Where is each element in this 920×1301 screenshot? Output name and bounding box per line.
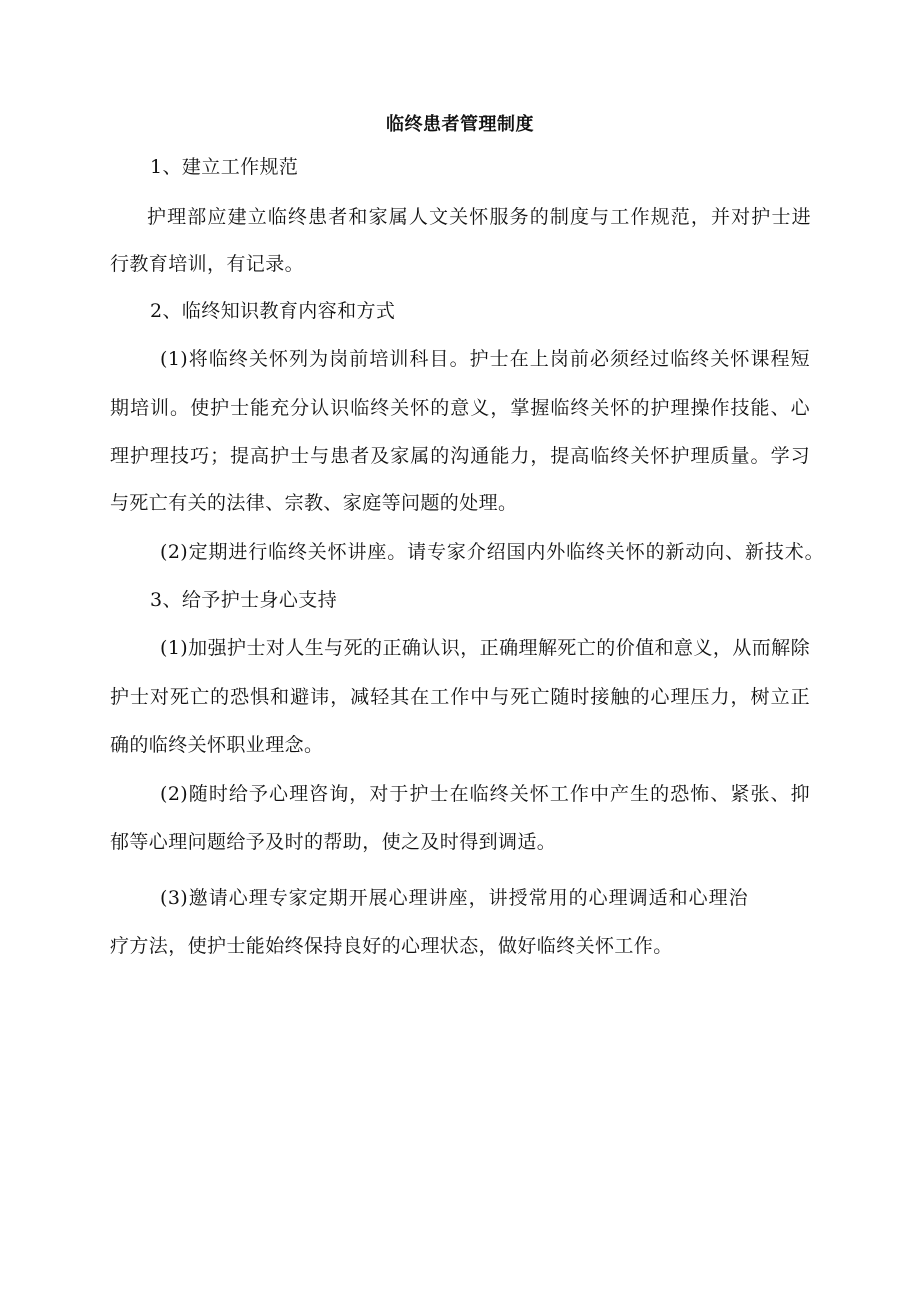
section-3-paragraph-2-line-2: 郁等心理问题给予及时的帮助，使之及时得到调适。 xyxy=(110,831,557,853)
section-2-paragraph-2-line-1: (2)定期进行临终关怀讲座。请专家介绍国内外临终关怀的新动向、新技术。 xyxy=(160,541,824,563)
section-heading-2: 2、临终知识教育内容和方式 xyxy=(150,300,396,322)
section-2-paragraph-1-line-4: 与死亡有关的法律、宗教、家庭等问题的处理。 xyxy=(110,492,518,514)
section-heading-3: 3、给予护士身心支持 xyxy=(150,589,338,611)
document-title: 临终患者管理制度 xyxy=(386,114,534,135)
section-heading-1: 1、建立工作规范 xyxy=(150,156,299,178)
section-1-paragraph-1-line-1: 护理部应建立临终患者和家属人文关怀服务的制度与工作规范，并对护士进 xyxy=(147,206,811,228)
section-2-paragraph-1-line-1: (1)将临终关怀列为岗前培训科目。护士在上岗前必须经过临终关怀课程短 xyxy=(160,348,810,370)
section-3-paragraph-1-line-1: (1)加强护士对人生与死的正确认识，正确理解死亡的价值和意义，从而解除 xyxy=(160,637,810,659)
section-3-paragraph-3-line-2: 疗方法，使护士能始终保持良好的心理状态，做好临终关怀工作。 xyxy=(110,935,673,957)
section-2-paragraph-1-line-3: 理护理技巧；提高护士与患者及家属的沟通能力，提高临终关怀护理质量。学习 xyxy=(110,445,810,467)
section-2-paragraph-1-line-2: 期培训。使护士能充分认识临终关怀的意义，掌握临终关怀的护理操作技能、心 xyxy=(110,397,810,419)
section-3-paragraph-1-line-3: 确的临终关怀职业理念。 xyxy=(110,734,324,756)
section-3-paragraph-2-line-1: (2)随时给予心理咨询，对于护士在临终关怀工作中产生的恐怖、紧张、抑 xyxy=(160,783,810,805)
section-3-paragraph-1-line-2: 护士对死亡的恐惧和避讳，减轻其在工作中与死亡随时接触的心理压力，树立正 xyxy=(110,686,810,708)
section-3-paragraph-3-line-1: (3)邀请心理专家定期开展心理讲座，讲授常用的心理调适和心理治 xyxy=(160,887,748,909)
section-1-paragraph-1-line-2: 行教育培训，有记录。 xyxy=(110,253,305,275)
